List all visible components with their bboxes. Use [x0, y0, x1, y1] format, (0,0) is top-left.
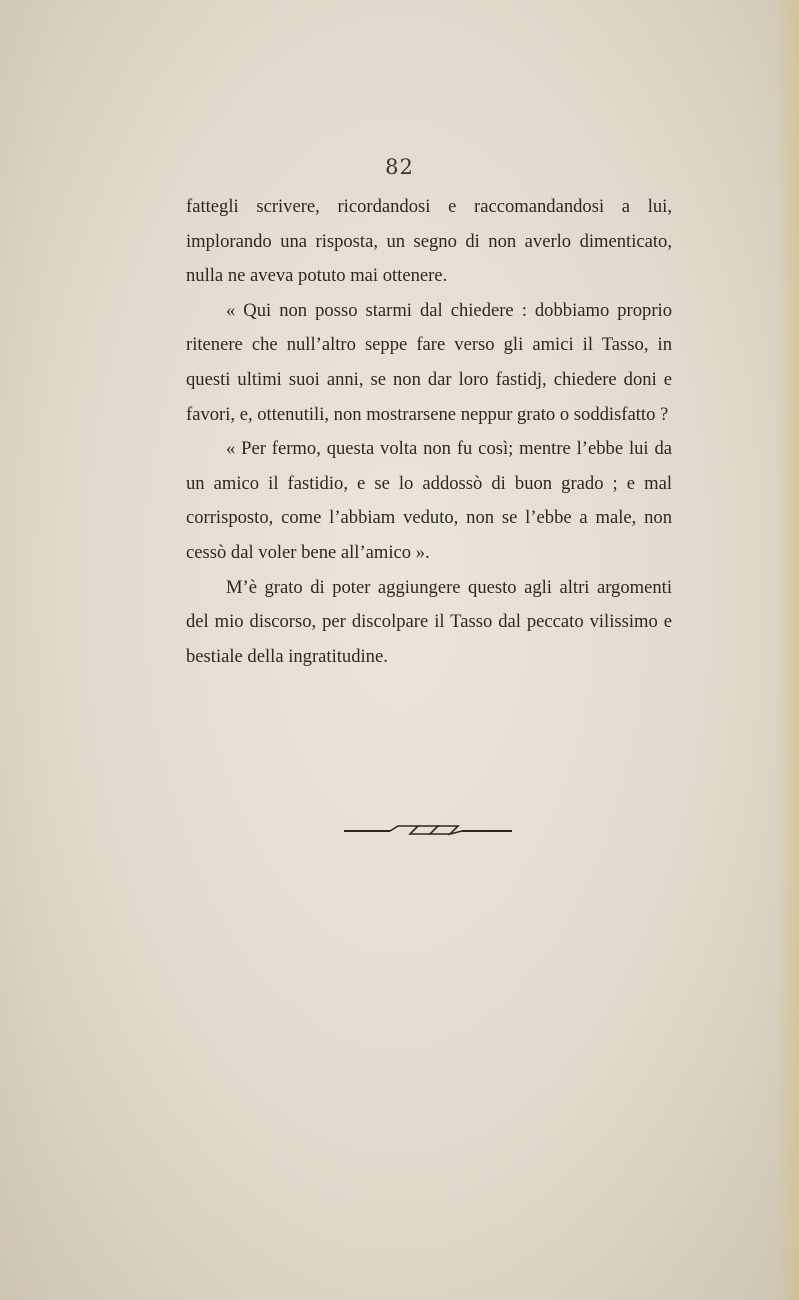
greek-key-rule-icon — [344, 822, 512, 838]
body-text — [186, 190, 672, 674]
paragraph-3: « Per fermo, questa volta non fu così; mentre l’ebbe lui da un amico il fastidio, e se lo addossò di buon grado ; e mal corrisposto, come l’abbiam veduto, non se l’ebbe a male, non cessò dal voler bene all’amico ». — [186, 438, 672, 563]
paragraph-4: M’è grato di poter aggiungere questo agli altri argomenti del mio discorso, per discolpare il Tasso dal peccato vilissimo e bestiale della ingratitudine. — [186, 576, 672, 667]
paragraph-1: fattegli scrivere, ricordandosi e raccomandandosi a lui, implorando una risposta, un segno di non averlo dimenticato, nulla ne aveva potuto mai ottenere. — [186, 196, 672, 287]
page-number: 82 — [385, 155, 414, 179]
paragraph-2: « Qui non posso starmi dal chiedere : dobbiamo proprio ritenere che null’altro seppe fare verso gli amici il Tasso, in questi ultimi suoi anni, se non dar loro fastidj, chiedere doni e favori, e, ottenutili, non mostrarsene neppur grato o soddisfatto ? — [186, 299, 672, 425]
